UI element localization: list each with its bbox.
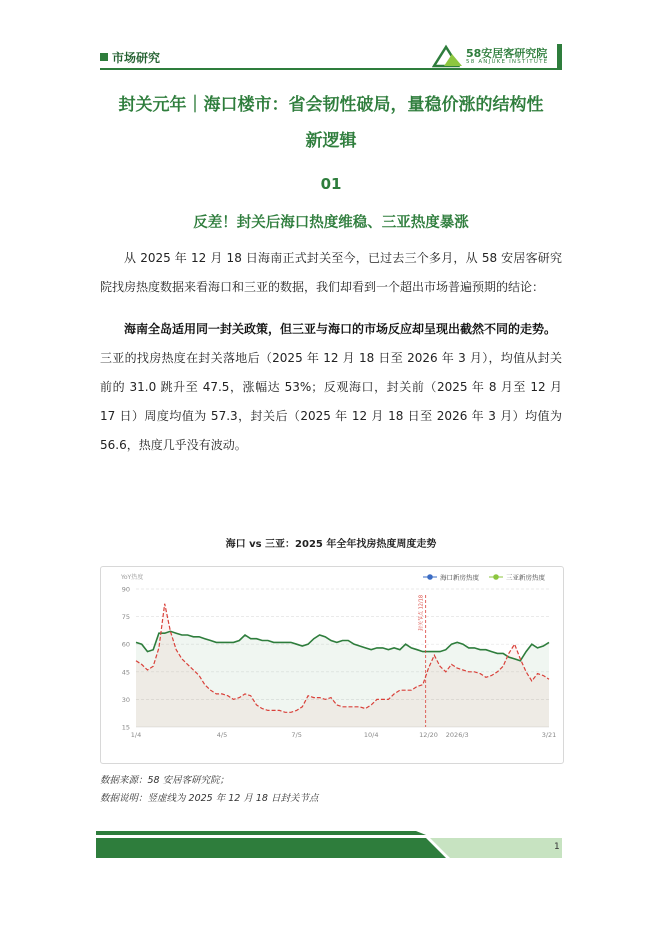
legend-label-0: 海口新房热度 [440,573,479,582]
body-paragraph-1: 从 2025 年 12 月 18 日海南正式封关至今，已过去三个多月，从 58 安居客研究院找房热度数据来看海口和三亚的数据，我们却看到一个超出市场普遍预期的结论： [100,251,562,294]
section-number: 01 [320,175,342,193]
logo-subtext: 58 ANJUKE INSTITUTE [466,59,549,65]
legend-marker-0 [427,574,433,580]
x-tick-label: 2026/3 [445,731,469,739]
x-tick-label: 7/5 [291,731,302,739]
page-title: 封关元年｜海口楼市：省会韧性破局，量稳价涨的结构性 [118,95,544,115]
header-accent-bar [557,44,562,70]
header-rule [100,68,562,70]
y-tick-label: 15 [121,723,130,732]
y-tick-label: 45 [121,668,130,677]
x-tick-label: 12/20 [419,731,438,739]
footer-band [96,828,562,860]
x-tick-label: 1/4 [130,731,142,739]
brand-logo [432,44,552,70]
legend-label-1: 三亚新房热度 [506,573,545,582]
logo-text: 58安居客研究院 [466,47,548,60]
section-marker [100,53,108,61]
x-tick-label: 4/5 [216,731,228,739]
y-axis-label: YoY热度 [121,574,144,581]
y-tick-label: 30 [121,695,130,704]
data-note: 数据说明：竖虚线为 2025 年 12 月 18 日封关节点 [100,793,319,804]
y-tick-label: 90 [121,585,130,594]
chart-title: 海口 vs 三亚：2025 年全年找房热度周度走势 [225,539,437,550]
data-source: 数据来源：58 安居客研究院； [100,775,230,786]
page-number: 1 [554,842,560,852]
x-tick-label: 3/21 [541,731,557,739]
closure-marker-label: 封关节点 12/18 [418,595,425,631]
x-tick-label: 10/4 [363,731,379,739]
chart-container [100,566,564,764]
legend-marker-1 [493,574,499,580]
y-tick-label: 75 [121,613,130,622]
section-subtitle: 反差！封关后海口热度维稳、三亚热度暴涨 [193,215,469,231]
y-tick-label: 60 [121,640,130,649]
line-chart [101,567,563,763]
logo-icon [432,44,464,68]
body-paragraph-bold: 海南全岛适用同一封关政策，但三亚与海口的市场反应却呈现出截然不同的走势。 [124,322,557,336]
section-label: 市场研究 [112,51,161,65]
body-paragraph-2: 三亚的找房热度在封关落地后（2025 年 12 月 18 日至 2026 年 3 月），均值从封关前的 31.0 跳升至 47.5，涨幅达 53%；反观海口，封关前（2025 年 8 月至 12 月 17 日）周度均值为 57.3，封关后（2025 年 12 月 18 日至 2026 年 3 月）均值为 56.6，热度几乎没有波动。 [100,351,562,452]
page-title-line2: 新逻辑 [305,131,357,151]
